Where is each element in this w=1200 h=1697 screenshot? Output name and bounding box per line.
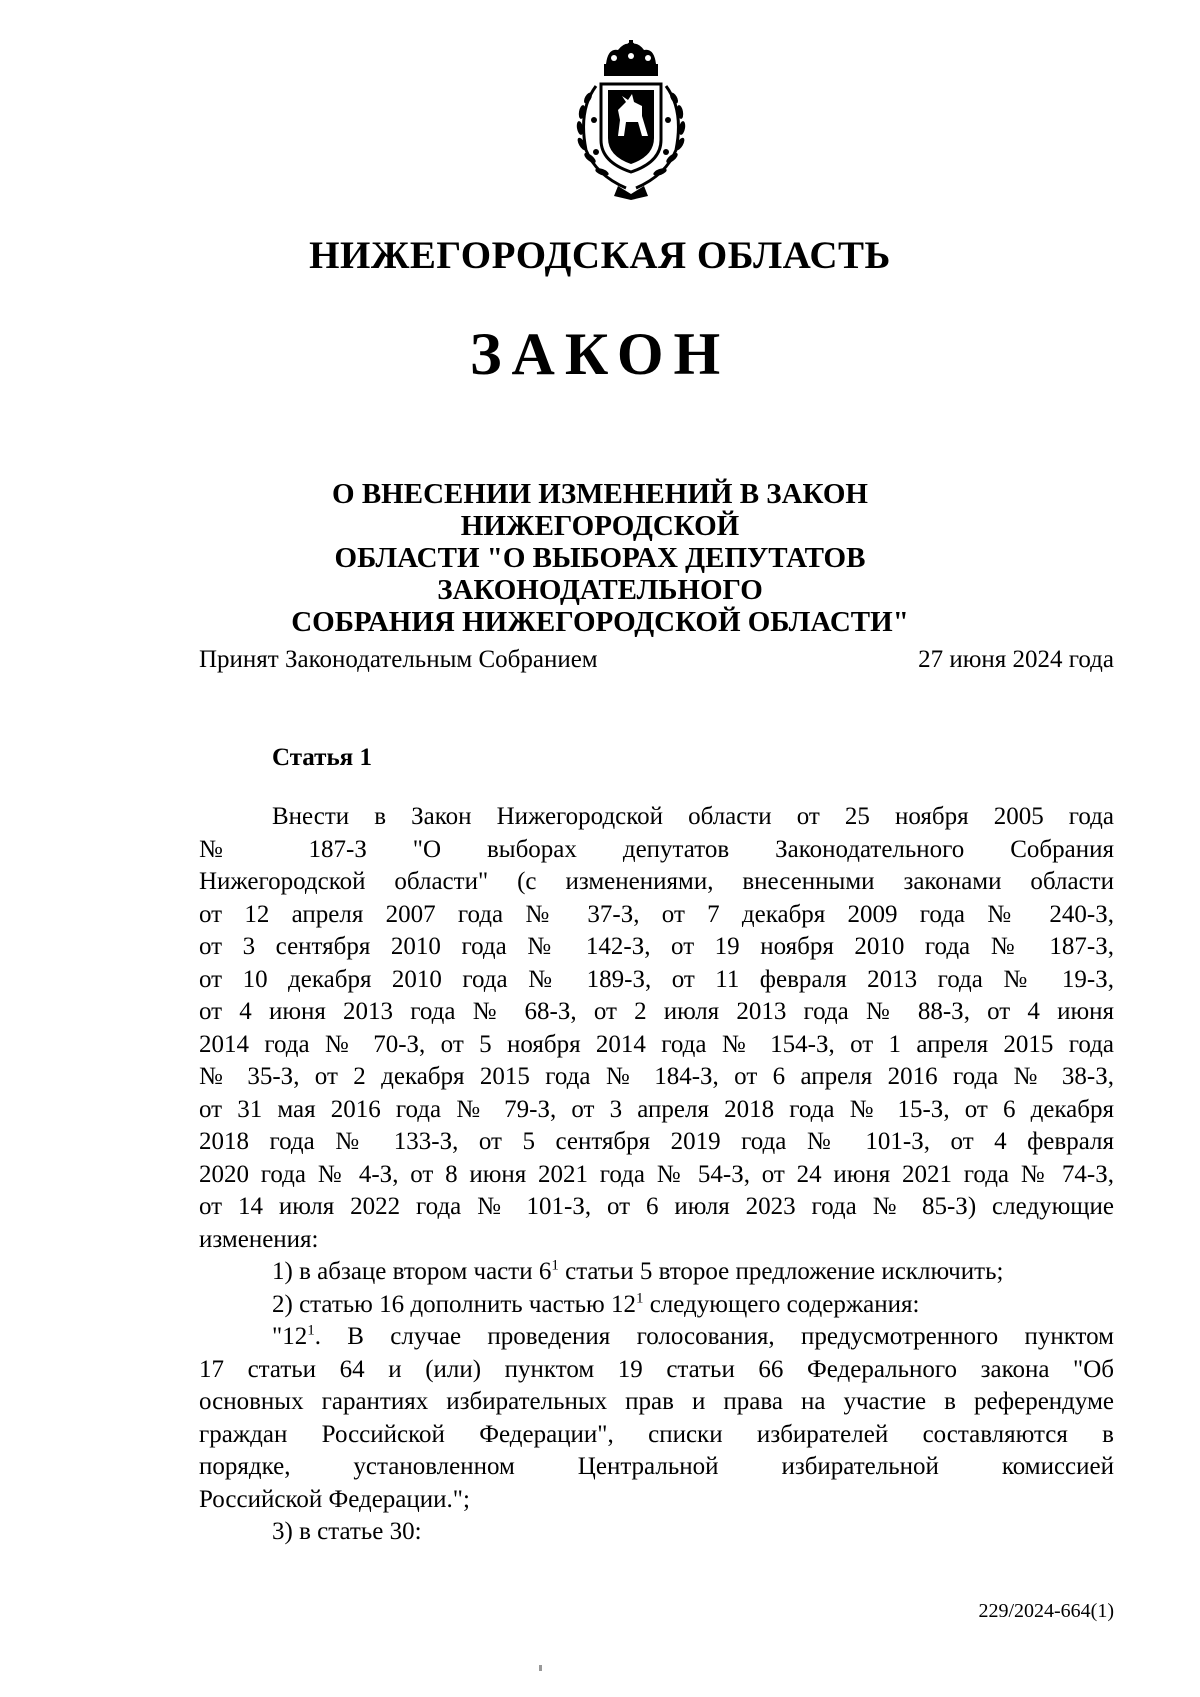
amendment-item-3: 3) в статье 30:	[272, 1518, 422, 1545]
text-line: от 31 мая 2016 года № 79-З, от 3 апреля 2018 года № 15-З, от 6 декабря	[199, 1095, 1114, 1123]
text-line: от 10 декабря 2010 года № 189-З, от 11 февраля 2013 года № 19-З,	[199, 965, 1114, 993]
text-line: порядке, установленном Центральной избирательной комиссией	[199, 1453, 1114, 1480]
text-line: от 12 апреля 2007 года № 37-З, от 7 декабря 2009 года № 240-З,	[199, 900, 1114, 928]
item-text: 1) в абзаце втором части 6	[272, 1258, 552, 1285]
quote-text: "12	[272, 1323, 308, 1350]
text-line: Российской Федерации.";	[199, 1485, 470, 1513]
text-line: Внести в Закон Нижегородской области от 25 ноября 2005 года	[272, 803, 1114, 830]
intro-paragraph	[199, 801, 1114, 1256]
amendment-item-1	[199, 1256, 1114, 1289]
article-body	[199, 801, 1114, 1549]
law-title-line: ОБЛАСТИ "О ВЫБОРАХ ДЕПУТАТОВ ЗАКОНОДАТЕЛЬНОГО	[334, 542, 866, 606]
amendment-item-2	[199, 1289, 1114, 1322]
shield-icon	[601, 84, 661, 172]
text-line: изменения:	[199, 1225, 319, 1253]
document-number: 229/2024-664(1)	[978, 1600, 1114, 1622]
page-mark	[539, 1665, 542, 1671]
quote-text: . В случае проведения голосования, предусмотренного пунктом	[314, 1323, 1114, 1350]
coat-of-arms-emblem	[556, 40, 706, 200]
region-name: НИЖЕГОРОДСКАЯ ОБЛАСТЬ	[309, 234, 891, 277]
item-text: следующего содержания:	[643, 1290, 920, 1318]
text-line: Нижегородской области" (с изменениями, внесенными законами области	[199, 868, 1114, 895]
law-title	[200, 478, 1000, 638]
adopted-by: Принят Законодательным Собранием	[199, 646, 598, 673]
law-title-line: СОБРАНИЯ НИЖЕГОРОДСКОЙ ОБЛАСТИ"	[291, 606, 909, 638]
text-line	[199, 1321, 1114, 1354]
superscript: 1	[307, 1322, 315, 1339]
crown-icon	[604, 40, 658, 76]
law-title-line: О ВНЕСЕНИИ ИЗМЕНЕНИЙ В ЗАКОН НИЖЕГОРОДСКОЙ	[332, 478, 868, 542]
text-line: от 4 июня 2013 года № 68-З, от 2 июля 2013 года № 88-З, от 4 июня	[199, 998, 1114, 1025]
text-line: от 3 сентября 2010 года № 142-З, от 19 ноября 2010 года № 187-З,	[199, 933, 1114, 960]
text-line: 2020 года № 4-З, от 8 июня 2021 года № 54-З, от 24 июня 2021 года № 74-З,	[199, 1160, 1114, 1188]
text-line: граждан Российской Федерации", списки избирателей составляются в	[199, 1420, 1114, 1448]
text-line: № 187-З "О выборах депутатов Законодательного Собрания	[199, 835, 1114, 863]
text-line: основных гарантиях избирательных прав и права на участие в референдуме	[199, 1388, 1114, 1415]
adoption-date: 27 июня 2024 года	[918, 646, 1114, 673]
superscript: 1	[635, 1290, 644, 1307]
text-line: 17 статьи 64 и (или) пунктом 19 статьи 66 Федерального закона "Об	[199, 1355, 1114, 1383]
text-line: 2018 года № 133-З, от 5 сентября 2019 года № 101-З, от 4 февраля	[199, 1128, 1114, 1155]
item-text: статьи 5 второе предложение исключить;	[558, 1258, 1004, 1285]
text-line: от 14 июля 2022 года № 101-З, от 6 июля 2023 года № 85-З) следующие	[199, 1193, 1114, 1220]
item-text: 2) статью 16 дополнить частью 12	[272, 1290, 636, 1318]
text-line: № 35-З, от 2 декабря 2015 года № 184-З, от 6 апреля 2016 года № 38-З,	[199, 1063, 1114, 1090]
article-heading: Статья 1	[272, 744, 372, 771]
superscript: 1	[551, 1257, 559, 1274]
text-line: 2014 года № 70-З, от 5 ноября 2014 года № 154-З, от 1 апреля 2015 года	[199, 1030, 1114, 1058]
document-type: ЗАКОН	[469, 321, 731, 387]
quoted-amendment	[199, 1321, 1114, 1516]
